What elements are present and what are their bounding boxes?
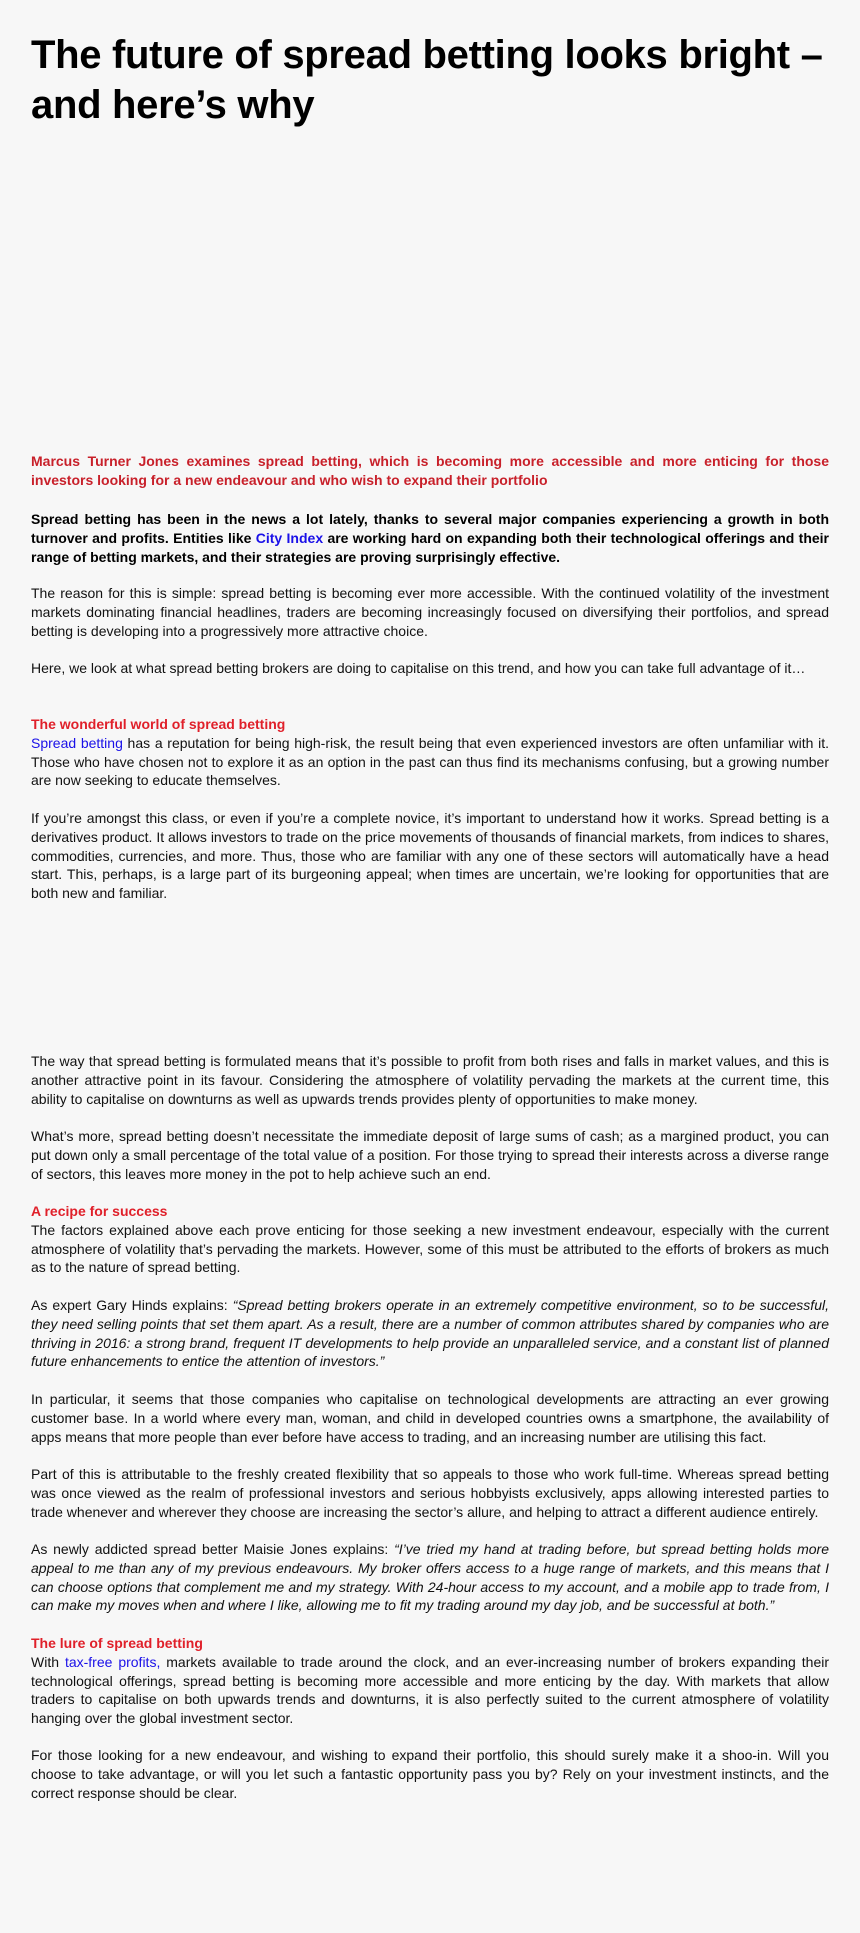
derivatives-paragraph: If you’re amongst this class, or even if you’re a complete novice, it’s important to understand how it works. Spread betting is a derivatives product. It allows investors to trade on the price movements of thousands of financial markets, from indices to shares, commodities, currencies, and more. Thus, those who are familiar with any one of these sectors will automatically have a head start. This, perhaps, is a large part of its burgeoning appeal; when times are uncertain, we’re looking for opportunities that are both new and familiar. — [31, 810, 829, 902]
gary-hinds-quote: “Spread betting brokers operate in an extremely competitive environment, so to be successful, they need selling points that set them apart. As a result, there are a number of common attributes shared by companies who are thriving in 2016: a strong brand, frequent IT developments to help provide an unparalleled service, and a constant list of planned future enhancements to entice the attention of investors.” — [31, 1297, 829, 1370]
spread-betting-paragraph — [31, 735, 829, 789]
article-title: The future of spread betting looks bright – and here’s why — [31, 33, 823, 127]
rises-falls-paragraph: The way that spread betting is formulated means that it’s possible to profit from both rises and falls in market values, and this is another attractive point in its favour. Considering the atmosphere of volatility pervading the markets at the current time, this ability to capitalise on downturns as well as upwards trends provides plenty of opportunities to make money. — [31, 1053, 829, 1107]
section-lure-of-spread-betting — [31, 1634, 829, 1728]
section-heading-lure: The lure of spread betting — [31, 1635, 203, 1651]
factors-paragraph: The factors explained above each prove enticing for those seeking a new investment endeavour, especially with the current atmosphere of volatility that’s pervading the markets. However, some of this must be attributed to the efforts of brokers as much as to the nature of spread betting. — [31, 1221, 829, 1276]
gary-hinds-intro: As expert Gary Hinds explains: — [31, 1297, 233, 1313]
tax-free-profits-link[interactable]: tax-free profits, — [64, 1653, 161, 1670]
maisie-jones-quote: “I’ve tried my hand at trading before, but spread betting holds more appeal to me than any of my previous endeavours. My broker offers access to a huge range of markets, and this means that I can choose options that complement me and my strategy. With 24-hour access to my account, and a mobile app to trade from, I can make my moves when and where I like, allowing me to fit my trading around my day job, and be successful at both.” — [31, 1541, 830, 1614]
section-recipe-for-success — [31, 1202, 829, 1277]
lead-paragraph — [31, 510, 829, 566]
maisie-jones-paragraph — [31, 1540, 829, 1615]
closing-paragraph: For those looking for a new endeavour, and wishing to expand their portfolio, this should surely make it a shoo-in. Will you choose to take advantage, or will you let such a fantastic opportunity pass you by? Rely on your investment instincts, and the correct response should be clear. — [31, 1747, 829, 1801]
section-heading-recipe: A recipe for success — [31, 1203, 168, 1219]
margined-product-paragraph: What’s more, spread betting doesn’t necessitate the immediate deposit of large sums of cash; as a margined product, you can put down only a small percentage of the total value of a position. For those trying to spread their interests across a diverse range of sectors, this leaves more money in the pot to help achieve such an end. — [31, 1128, 829, 1182]
technology-paragraph: In particular, it seems that those companies who capitalise on technological developments are attracting an ever growing customer base. In a world where every man, woman, and child in developed countries owns a smartphone, the availability of apps means that more people than ever before have access to trading, and an increasing number are utilising this fact. — [31, 1391, 829, 1445]
intro-paragraph: Here, we look at what spread betting brokers are doing to capitalise on this trend, and how you can take full advantage of it… — [31, 660, 806, 676]
tax-free-text-before: With — [31, 1653, 65, 1670]
tax-free-text-after: markets available to trade around the clock, and an ever-increasing number of brokers expanding their technological offerings, spread betting is becoming more accessible and more enticing by the day. With markets that allow traders to capitalise on both upwards trends and downturns, it is also perfectly suited to the current atmosphere of volatility hanging over the global investment sector. — [31, 1653, 830, 1727]
lead-text-after: are working hard on expanding both their technological offerings and their range of betting markets, and their strategies are proving surprisingly effective. — [31, 529, 830, 565]
maisie-jones-intro: As newly addicted spread better Maisie Jones explains: — [31, 1541, 395, 1557]
gary-hinds-paragraph — [31, 1296, 829, 1371]
section-wonderful-world — [31, 715, 829, 790]
spread-betting-paragraph-text: has a reputation for being high-risk, the result being that even experienced investors are often unfamiliar with it. Those who have chosen not to explore it as an option in the past can thus find its mechanisms confusing, but a growing number are now seeking to educate themselves. — [31, 734, 829, 789]
city-index-link[interactable]: City Index — [255, 529, 324, 546]
lead-text-before: Spread betting has been in the news a lot lately, thanks to several major companies experiencing a growth in both turnover and profits. Entities like — [31, 511, 829, 546]
tax-free-paragraph — [31, 1654, 829, 1726]
flexibility-paragraph: Part of this is attributable to the freshly created flexibility that so appeals to those who work full-time. Whereas spread betting was once viewed as the realm of professional investors and serious hobbyists exclusively, apps allowing interested parties to trade whenever and wherever they choose are increasing the sector’s allure, and helping to attract a different audience entirely. — [31, 1466, 829, 1520]
spread-betting-link[interactable]: Spread betting — [31, 734, 123, 751]
section-heading-wonderful-world: The wonderful world of spread betting — [31, 716, 286, 732]
reason-paragraph: The reason for this is simple: spread betting is becoming ever more accessible. With the continued volatility of the investment markets dominating financial headlines, traders are becoming increasingly focused on diversifying their portfolios, and spread betting is developing into a progressively more attractive choice. — [31, 585, 829, 639]
article-standfirst: Marcus Turner Jones examines spread betting, which is becoming more accessible and more enticing for those investors looking for a new endeavour and who wish to expand their portfolio — [31, 453, 829, 488]
